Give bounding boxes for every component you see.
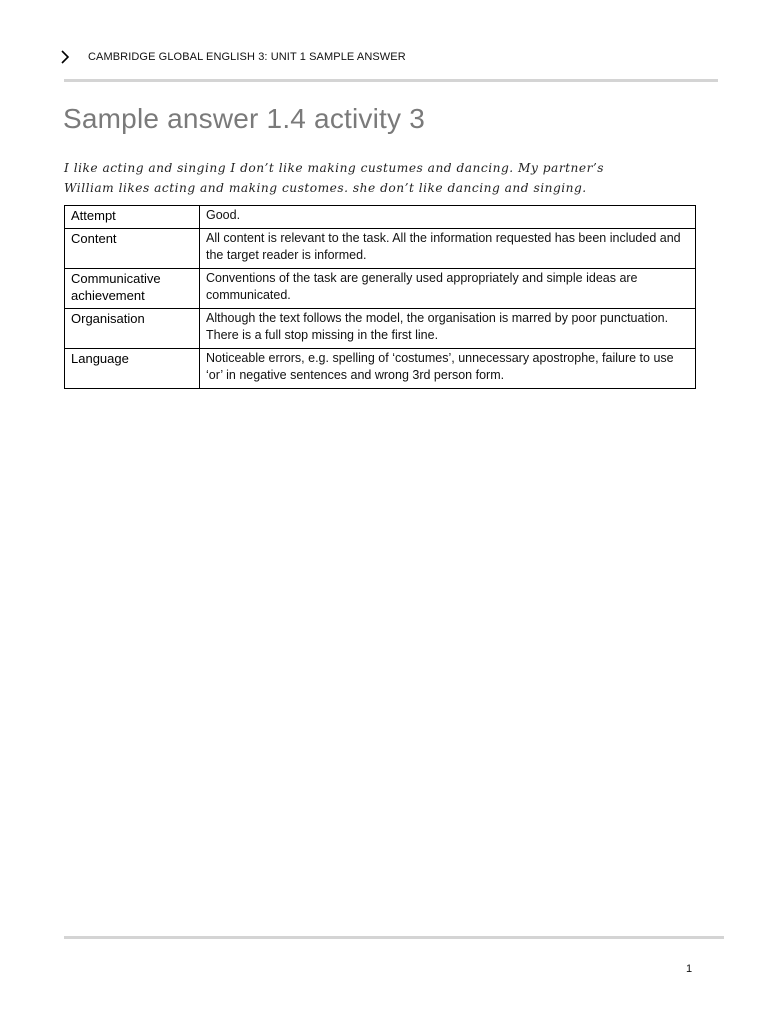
assessment-table xyxy=(64,205,696,389)
comment-cell: Noticeable errors, e.g. spelling of ‘costumes’, unnecessary apostrophe, failure to use ‘or’ in negative sentences and wrong 3rd person form. xyxy=(200,349,696,389)
page-number: 1 xyxy=(686,963,693,975)
table-row xyxy=(65,309,696,349)
table-row xyxy=(65,229,696,269)
running-header xyxy=(60,46,720,68)
table-row xyxy=(65,269,696,309)
student-answer xyxy=(64,158,704,198)
criterion-cell: Content xyxy=(65,229,200,269)
table-row xyxy=(65,349,696,389)
header-divider xyxy=(64,79,718,82)
comment-cell: Conventions of the task are generally used appropriately and simple ideas are communicated. xyxy=(200,269,696,309)
criterion-cell: Language xyxy=(65,349,200,389)
table-row xyxy=(65,206,696,229)
comment-cell: Although the text follows the model, the organisation is marred by poor punctuation. There is a full stop missing in the first line. xyxy=(200,309,696,349)
comment-cell: All content is relevant to the task. All the information requested has been included and the target reader is informed. xyxy=(200,229,696,269)
header-text: CAMBRIDGE GLOBAL ENGLISH 3: UNIT 1 SAMPLE ANSWER xyxy=(88,51,406,63)
student-answer-line: William likes acting and making customes. she don’t like dancing and singing. xyxy=(64,181,587,195)
chevron-right-icon xyxy=(60,46,82,68)
student-answer-line: I like acting and singing I don’t like making custumes and dancing. My partner’s xyxy=(64,161,605,175)
footer-divider xyxy=(64,936,724,939)
criterion-cell: Attempt xyxy=(65,206,200,229)
criterion-cell: Organisation xyxy=(65,309,200,349)
criterion-cell: Communicative achievement xyxy=(65,269,200,309)
page-title: Sample answer 1.4 activity 3 xyxy=(63,103,425,134)
comment-cell: Good. xyxy=(200,206,696,229)
